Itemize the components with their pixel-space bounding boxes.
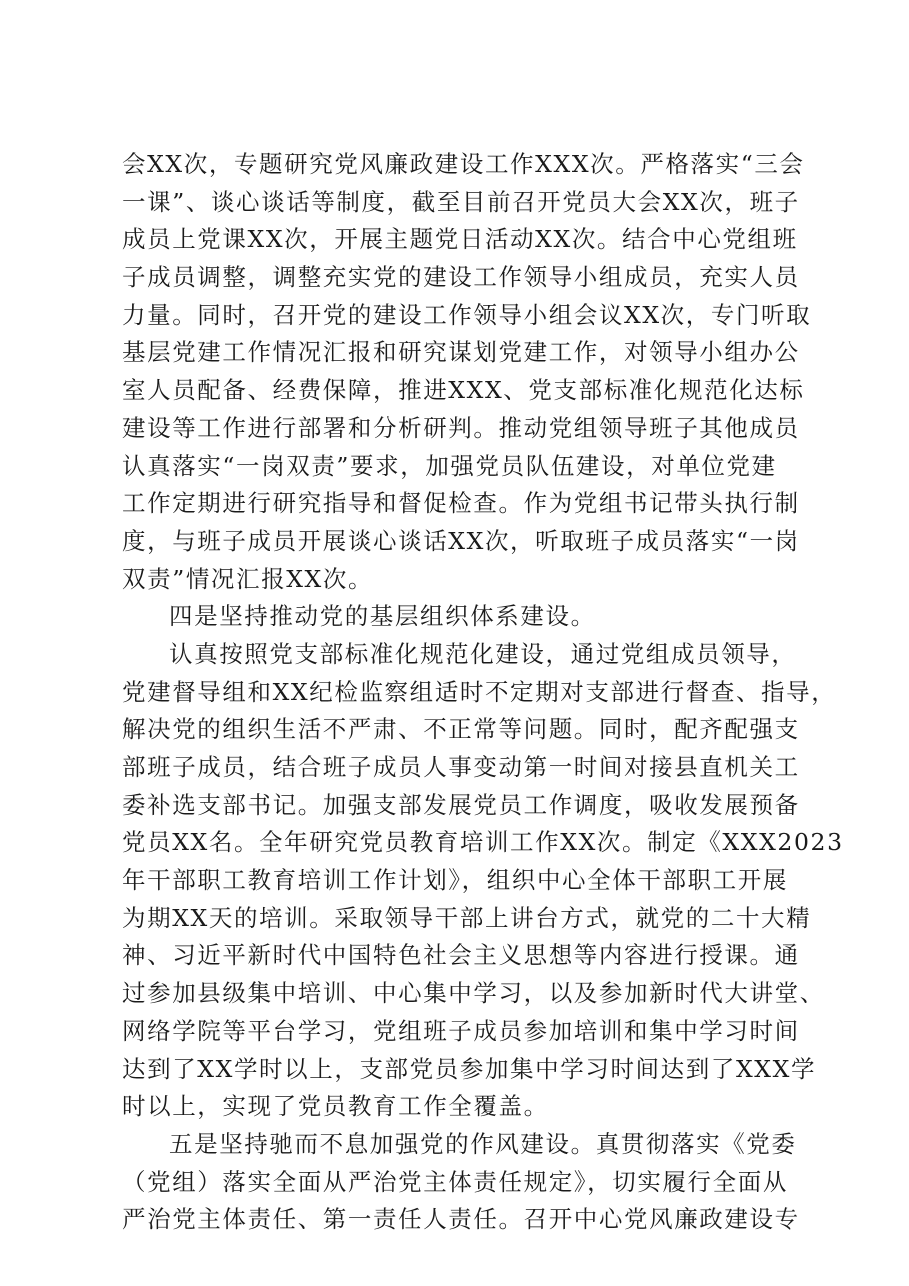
text-line: 部班子成员，结合班子成员人事变动第一时间对接县直机关工 bbox=[122, 753, 800, 781]
text-line: 委补选支部书记。加强支部发展党员工作调度，吸收发展预备 bbox=[122, 790, 800, 819]
text-line: 网络学院等平台学习，党组班子成员参加培训和集中学习时间 bbox=[122, 1016, 800, 1045]
text-line: 双责”情况汇报XX次。 bbox=[122, 564, 374, 593]
text-line: （党组）落实全面从严治党主体责任规定》，切实履行全面从 bbox=[122, 1167, 788, 1196]
text-line: 子成员调整，调整充实党的建设工作领导小组成员，充实人员 bbox=[122, 263, 800, 292]
text-line: 党建督导组和XX纪检监察组适时不定期对支部进行督查、指导， bbox=[122, 677, 837, 706]
text-line: 基层党建工作情况汇报和研究谋划党建工作，对领导小组办公 bbox=[122, 338, 800, 367]
text-line: 成员上党课XX次，开展主题党日活动XX次。结合中心党组班 bbox=[122, 225, 798, 254]
text-line: 为期XX天的培训。采取领导干部上讲台方式，就党的二十大精 bbox=[122, 903, 812, 932]
text-line: 认真落实“一岗双责”要求，加强党员队伍建设，对单位党建 bbox=[122, 451, 777, 480]
body-text bbox=[122, 146, 844, 1239]
text-line: 年干部职工教育培训工作计划》，组织中心全体干部职工开展 bbox=[122, 866, 788, 895]
text-line: 神、习近平新时代中国特色社会主义思想等内容进行授课。通 bbox=[122, 941, 800, 970]
text-line: 时以上，实现了党员教育工作全覆盖。 bbox=[122, 1092, 549, 1121]
text-line: 会XX次，专题研究党风廉政建设工作XXX次。严格落实“三会 bbox=[122, 150, 805, 178]
text-line: 解决党的组织生活不严肃、不正常等问题。同时，配齐配强支 bbox=[122, 715, 800, 744]
section-heading: 五是坚持驰而不息加强党的作风建设。真贯彻落实《党委 bbox=[169, 1129, 797, 1158]
text-line: 建设等工作进行部署和分析研判。推动党组领导班子其他成员 bbox=[122, 413, 800, 442]
text-line: 室人员配备、经费保障，推进XXX、党支部标准化规范化达标 bbox=[122, 376, 805, 405]
text-line: 力量。同时，召开党的建设工作领导小组会议XX次，专门听取 bbox=[122, 300, 812, 329]
text-line: 过参加县级集中培训、中心集中学习，以及参加新时代大讲堂、 bbox=[122, 979, 825, 1008]
text-line: 党员XX名。全年研究党员教育培训工作XX次。制定《XXX2023 bbox=[122, 828, 844, 857]
text-line: 认真按照党支部标准化规范化建设，通过党组成员领导， bbox=[169, 639, 797, 668]
text-line: 严治党主体责任、第一责任人责任。召开中心党风廉政建设专 bbox=[122, 1205, 800, 1234]
text-line: 度，与班子成员开展谈心谈话XX次，听取班子成员落实“一岗 bbox=[122, 526, 800, 555]
text-line: 工作定期进行研究指导和督促检查。作为党组书记带头执行制 bbox=[122, 489, 800, 518]
text-line: 达到了XX学时以上，支部党员参加集中学习时间达到了XXX学 bbox=[122, 1054, 817, 1083]
section-heading: 四是坚持推动党的基层组织体系建设。 bbox=[169, 602, 596, 631]
text-line: 一课”、谈心谈话等制度，截至目前召开党员大会XX次，班子 bbox=[122, 187, 800, 216]
